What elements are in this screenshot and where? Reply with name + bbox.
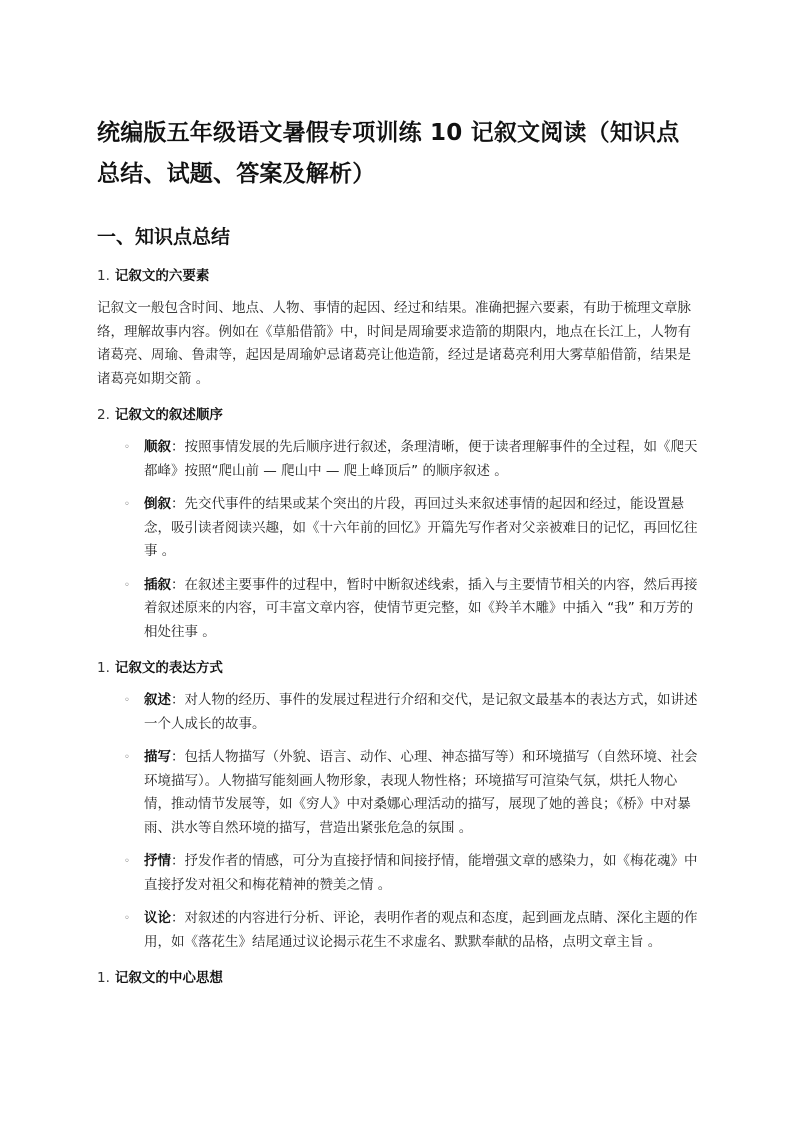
- bullet-marker: ◦: [124, 695, 130, 706]
- bullet-marker: ◦: [124, 499, 130, 510]
- list-item-text: ：在叙述主要事件的过程中，暂时中断叙述线索，插入与主要情节相关的内容，然后再接着叙述原来的内容，可丰富文章内容，使情节更完整，如《羚羊木雕》中插入 “我” 和万芳的相处往事 。: [144, 576, 698, 640]
- subheading-label: 记叙文的表达方式: [114, 660, 223, 676]
- list-item-narration: [97, 689, 698, 736]
- list-item-text: ：对人物的经历、事件的发展过程进行介绍和交代，是记叙文最基本的表达方式，如讲述一个人成长的故事。: [144, 692, 698, 732]
- list-narrative-order: [97, 436, 698, 644]
- list-item-argumentation: [97, 907, 698, 954]
- section-heading-knowledge-summary: 一、知识点总结: [97, 226, 231, 248]
- subheading-six-elements: [97, 266, 698, 287]
- subheading-label: 记叙文的六要素: [114, 268, 210, 284]
- list-expression-methods: [97, 689, 698, 954]
- bullet-marker: ◦: [124, 913, 130, 924]
- bullet-marker: ◦: [124, 752, 130, 763]
- bullet-marker: ◦: [124, 579, 130, 591]
- bullet-marker: ◦: [124, 856, 130, 867]
- list-item-flashback: [97, 493, 698, 564]
- list-item-text: ：包括人物描写（外貌、语言、动作、心理、神态描写等）和环境描写（自然环境、社会环境描写）。人物描写能刻画人物形象，表现人物性格；环境描写可渲染气氛，烘托人物心情，推动情节发展等，如《穷人》中对桑娜心理活动的描写，展现了她的善良；《桥》中对暴雨、洪水等自然环境的描写，营造出紧张危急的氛围 。: [144, 749, 698, 836]
- subheading-number: 2.: [97, 407, 110, 423]
- list-item-term: 描写: [144, 749, 171, 765]
- list-item-term: 顺叙: [144, 439, 171, 455]
- list-item-description: [97, 746, 698, 840]
- subheading-number: 1.: [97, 660, 110, 676]
- subheading-label: 记叙文的叙述顺序: [114, 407, 223, 423]
- bullet-marker: ◦: [124, 442, 130, 453]
- list-item-text: ：抒发作者的情感，可分为直接抒情和间接抒情，能增强文章的感染力，如《梅花魂》中直接抒发对祖父和梅花精神的赞美之情 。: [144, 853, 698, 893]
- paragraph-six-elements: 记叙文一般包含时间、地点、人物、事情的起因、经过和结果。准确把握六要素，有助于梳理文章脉络，理解故事内容。例如在《草船借箭》中，时间是周瑜要求造箭的期限内，地点在长江上，人物有诸葛亮、周瑜、鲁肃等，起因是周瑜妒忌诸葛亮让他造箭，经过是诸葛亮利用大雾草船借箭，结果是诸葛亮如期交箭 。: [97, 300, 691, 387]
- list-item-term: 议论: [144, 910, 171, 926]
- list-item-text: ：先交代事件的结果或某个突出的片段，再回过头来叙述事情的起因和经过，能设置悬念，吸引读者阅读兴趣，如《十六年前的回忆》开篇先写作者对父亲被难日的记忆，再回忆往事 。: [144, 496, 698, 559]
- list-item-chronological: [97, 436, 698, 483]
- list-item-interpolation: [97, 574, 698, 645]
- subheading-central-idea: [97, 968, 698, 989]
- list-item-text: ：对叙述的内容进行分析、评论，表明作者的观点和态度，起到画龙点睛、深化主题的作用，如《落花生》结尾通过议论揭示花生不求虚名、默默奉献的品格，点明文章主旨 。: [144, 910, 698, 950]
- list-item-term: 倒叙: [144, 496, 171, 512]
- subheading-expression-methods: [97, 658, 698, 679]
- subheading-number: 1.: [97, 970, 110, 986]
- subheading-narrative-order: [97, 405, 698, 426]
- list-item-term: 插叙: [144, 576, 171, 593]
- list-item-text: ：按照事情发展的先后顺序进行叙述，条理清晰，便于读者理解事件的全过程，如《爬天都峰》按照“爬山前 — 爬山中 — 爬上峰顶后” 的顺序叙述 。: [144, 439, 698, 479]
- list-item-lyricism: [97, 850, 698, 897]
- list-item-term: 抒情: [144, 853, 171, 869]
- document-title: 统编版五年级语文暑假专项训练 10 记叙文阅读（知识点总结、试题、答案及解析）: [97, 120, 680, 187]
- subheading-label: 记叙文的中心思想: [114, 970, 223, 986]
- list-item-term: 叙述: [144, 692, 171, 708]
- subheading-number: 1.: [97, 268, 110, 284]
